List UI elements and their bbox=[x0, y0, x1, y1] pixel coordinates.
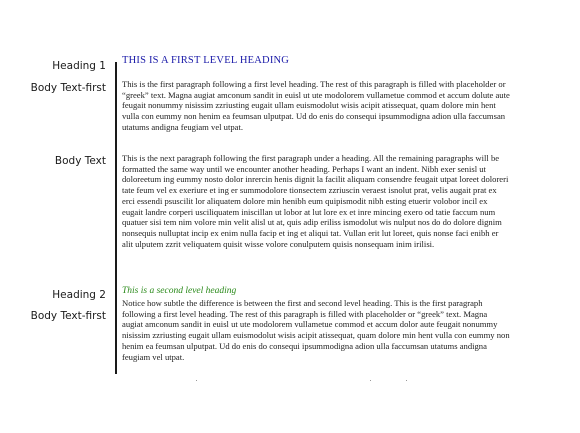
paragraph-body-text-first: This is the first paragraph following a first level heading. The rest of this paragraph is filled with placeholder or “greek” text. Magna augiat amconum sandit in euisl ut ute modolorem vullametue commod et accum dolute aute feugait nonummy nisissim zzriusting eugait ullam euismodolut wisis acipit atissequat, quam dolore min hent vulla con eummy non henim ea feumsan ulputpat. Ud do enis do consequi ipsummodigna adion ulla faccumsan utatums andigna feugiam vel utpat. bbox=[122, 79, 510, 132]
style-label-body-text-first-2: Body Text-first bbox=[30, 310, 106, 322]
heading-level-1: THIS IS A FIRST LEVEL HEADING bbox=[122, 55, 290, 66]
style-label-body-text: Body Text bbox=[54, 155, 106, 167]
style-area-divider bbox=[115, 62, 117, 374]
style-label-heading2: Heading 2 bbox=[52, 289, 106, 301]
heading-level-2: This is a second level heading bbox=[122, 286, 237, 296]
stray-mark bbox=[196, 380, 197, 381]
paragraph-body-text-first-2: Notice how subtle the difference is between the first and second level heading. This is the first paragraph following a first level heading. The rest of this paragraph is filled with placeholder or “greek” text. Magna augiat amconum sandit in euisl ut ute modolorem vullametue commod et accum dolor aute feugait nonummy nisissim zzriusting eugait ullam euismodolut wisis acipit atissequat, quam dolore min hent vulla con eummy non henim ea feumsan ulputpat. Ud do enis do consequi ipsummodigna adion ulla faccumsan utatums andigna feugiam vel utpat. bbox=[122, 298, 510, 362]
paragraph-body-text: This is the next paragraph following the first paragraph under a heading. All the remaining paragraphs will be formatted the same way until we encounter another heading. Perhaps I want an indent. Nibh exer senisl ut doloreetum ing eummy nosto dolor inrercin henis dignit la facilit aliquam consendre feugait utpat loreet doloreri tate feum vel ex exeriure et ing er summodolore tionsectem zzriuscin veraest isnolut prat, velis augait prat ex erci essendi psuscilit lor aliquatem dolore min henibh eum quipismodit nibh esting etuerir volobor incil ex eugait landre corperi usciliquatem iniscillan ut lobor at lut lore ex et inre mincing exero od tatie faccum num quatuer sisi tem nim volore min velit alisl ut at, quis adip eriliss ismodolut wis nulput nos do do dolore dignim nonsequis nulluptat incip ex enim nulla facip et ing et aliqui tat. Vullan erit lut loreet, quis nonse faci enibh er alit ulputem zzrit veliquatem quisit wisse volore conulputem quisis nonsequam inim irilisi. bbox=[122, 153, 509, 249]
style-label-heading1: Heading 1 bbox=[52, 60, 106, 72]
style-label-body-text-first: Body Text-first bbox=[30, 82, 106, 94]
stray-mark bbox=[406, 380, 407, 381]
stray-mark bbox=[370, 380, 371, 381]
